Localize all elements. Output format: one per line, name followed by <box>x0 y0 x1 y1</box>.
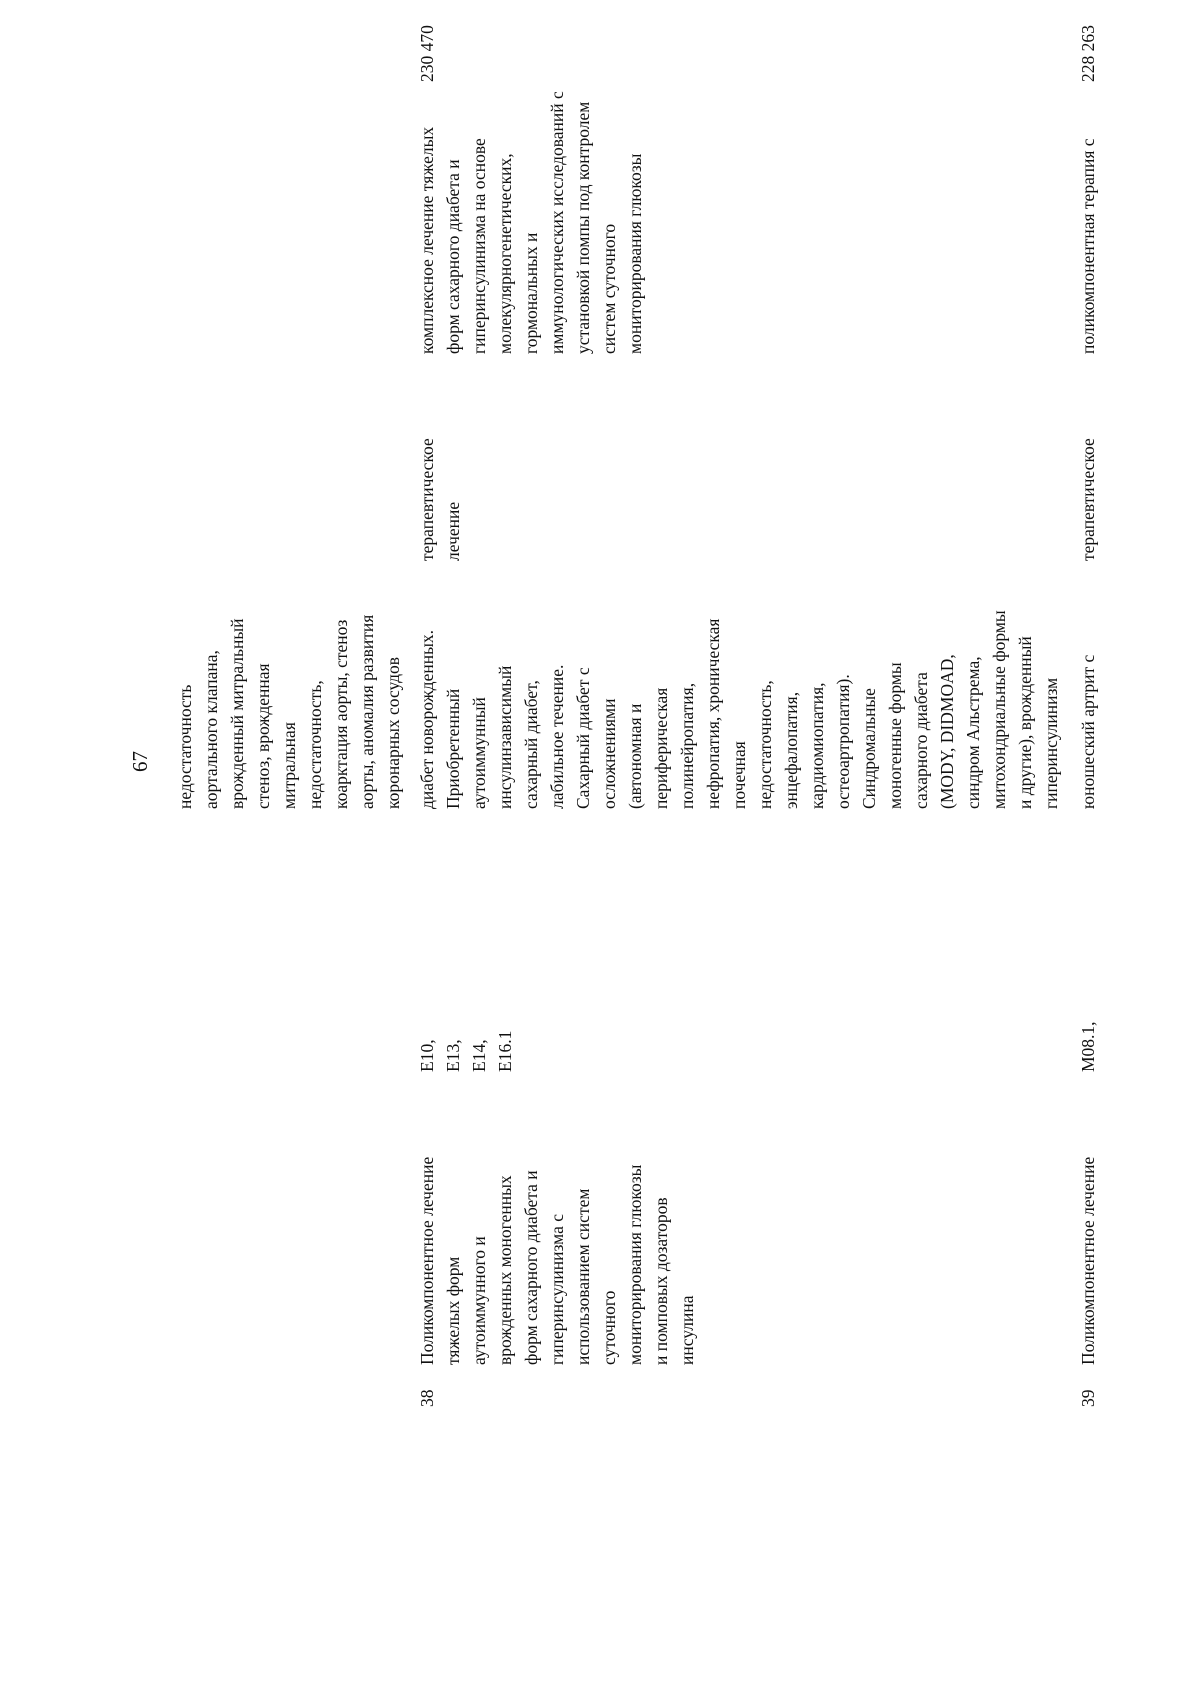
treatment-type-cell: терапевтическое лечение <box>417 438 463 561</box>
row-number: 39 <box>1078 1389 1098 1407</box>
service-name-cell: Поликомпонентное лечение тяжелых форм аутоиммунного и врожденных моногенных форм сахарного диабета и гиперинсулинизма с использованием систем суточного мониторирования глюкозы и помповых дозаторов инсулина <box>417 1156 697 1365</box>
page-number: 67 <box>128 751 152 772</box>
row-number: 38 <box>417 1389 437 1407</box>
treatment-type-cell: терапевтическое <box>1078 438 1098 561</box>
patient-profile-cell: диабет новорожденных. Приобретенный аутоиммунный инсулинзависимый сахарный диабет, лабильное течение. Сахарный диабет с осложнениями (автономная и периферическая полинейропатия, нефропатия, хроническая почечная недостаточность, энцефалопатия, кардиомиопатия, остеоартропатия). Синдромальные моногенные формы сахарного диабета (MODY, DIDMOAD, синдром Альстрема, митохондриальные формы и другие), врожденный гиперинсулинизм <box>417 610 1061 809</box>
icd-codes-cell: М08.1, <box>1078 1021 1098 1072</box>
treatment-method-cell: комплексное лечение тяжелых форм сахарного диабета и гиперинсулинизма на основе молекулярногенетических, гормональных и иммунологических исследований с установкой помпы под контролем систем суточного мониторирования глюкозы <box>417 91 645 354</box>
icd-codes-cell: Е10, Е13, Е14, Е16.1 <box>417 1030 515 1072</box>
service-name-cell: Поликомпонентное лечение <box>1078 1156 1098 1365</box>
treatment-method-cell: поликомпонентная терапия с <box>1078 138 1098 354</box>
patient-profile-cell: юношеский артрит с <box>1078 654 1098 809</box>
cost-cell: 230 470 <box>417 25 437 82</box>
cost-cell: 228 263 <box>1078 25 1098 82</box>
continued-profile-cell: недостаточность аортального клапана, врожденный митральный стеноз, врожденная митральная недостаточность, коарктация аорты, стеноз аорты, аномалия развития коронарных сосудов <box>175 614 403 809</box>
